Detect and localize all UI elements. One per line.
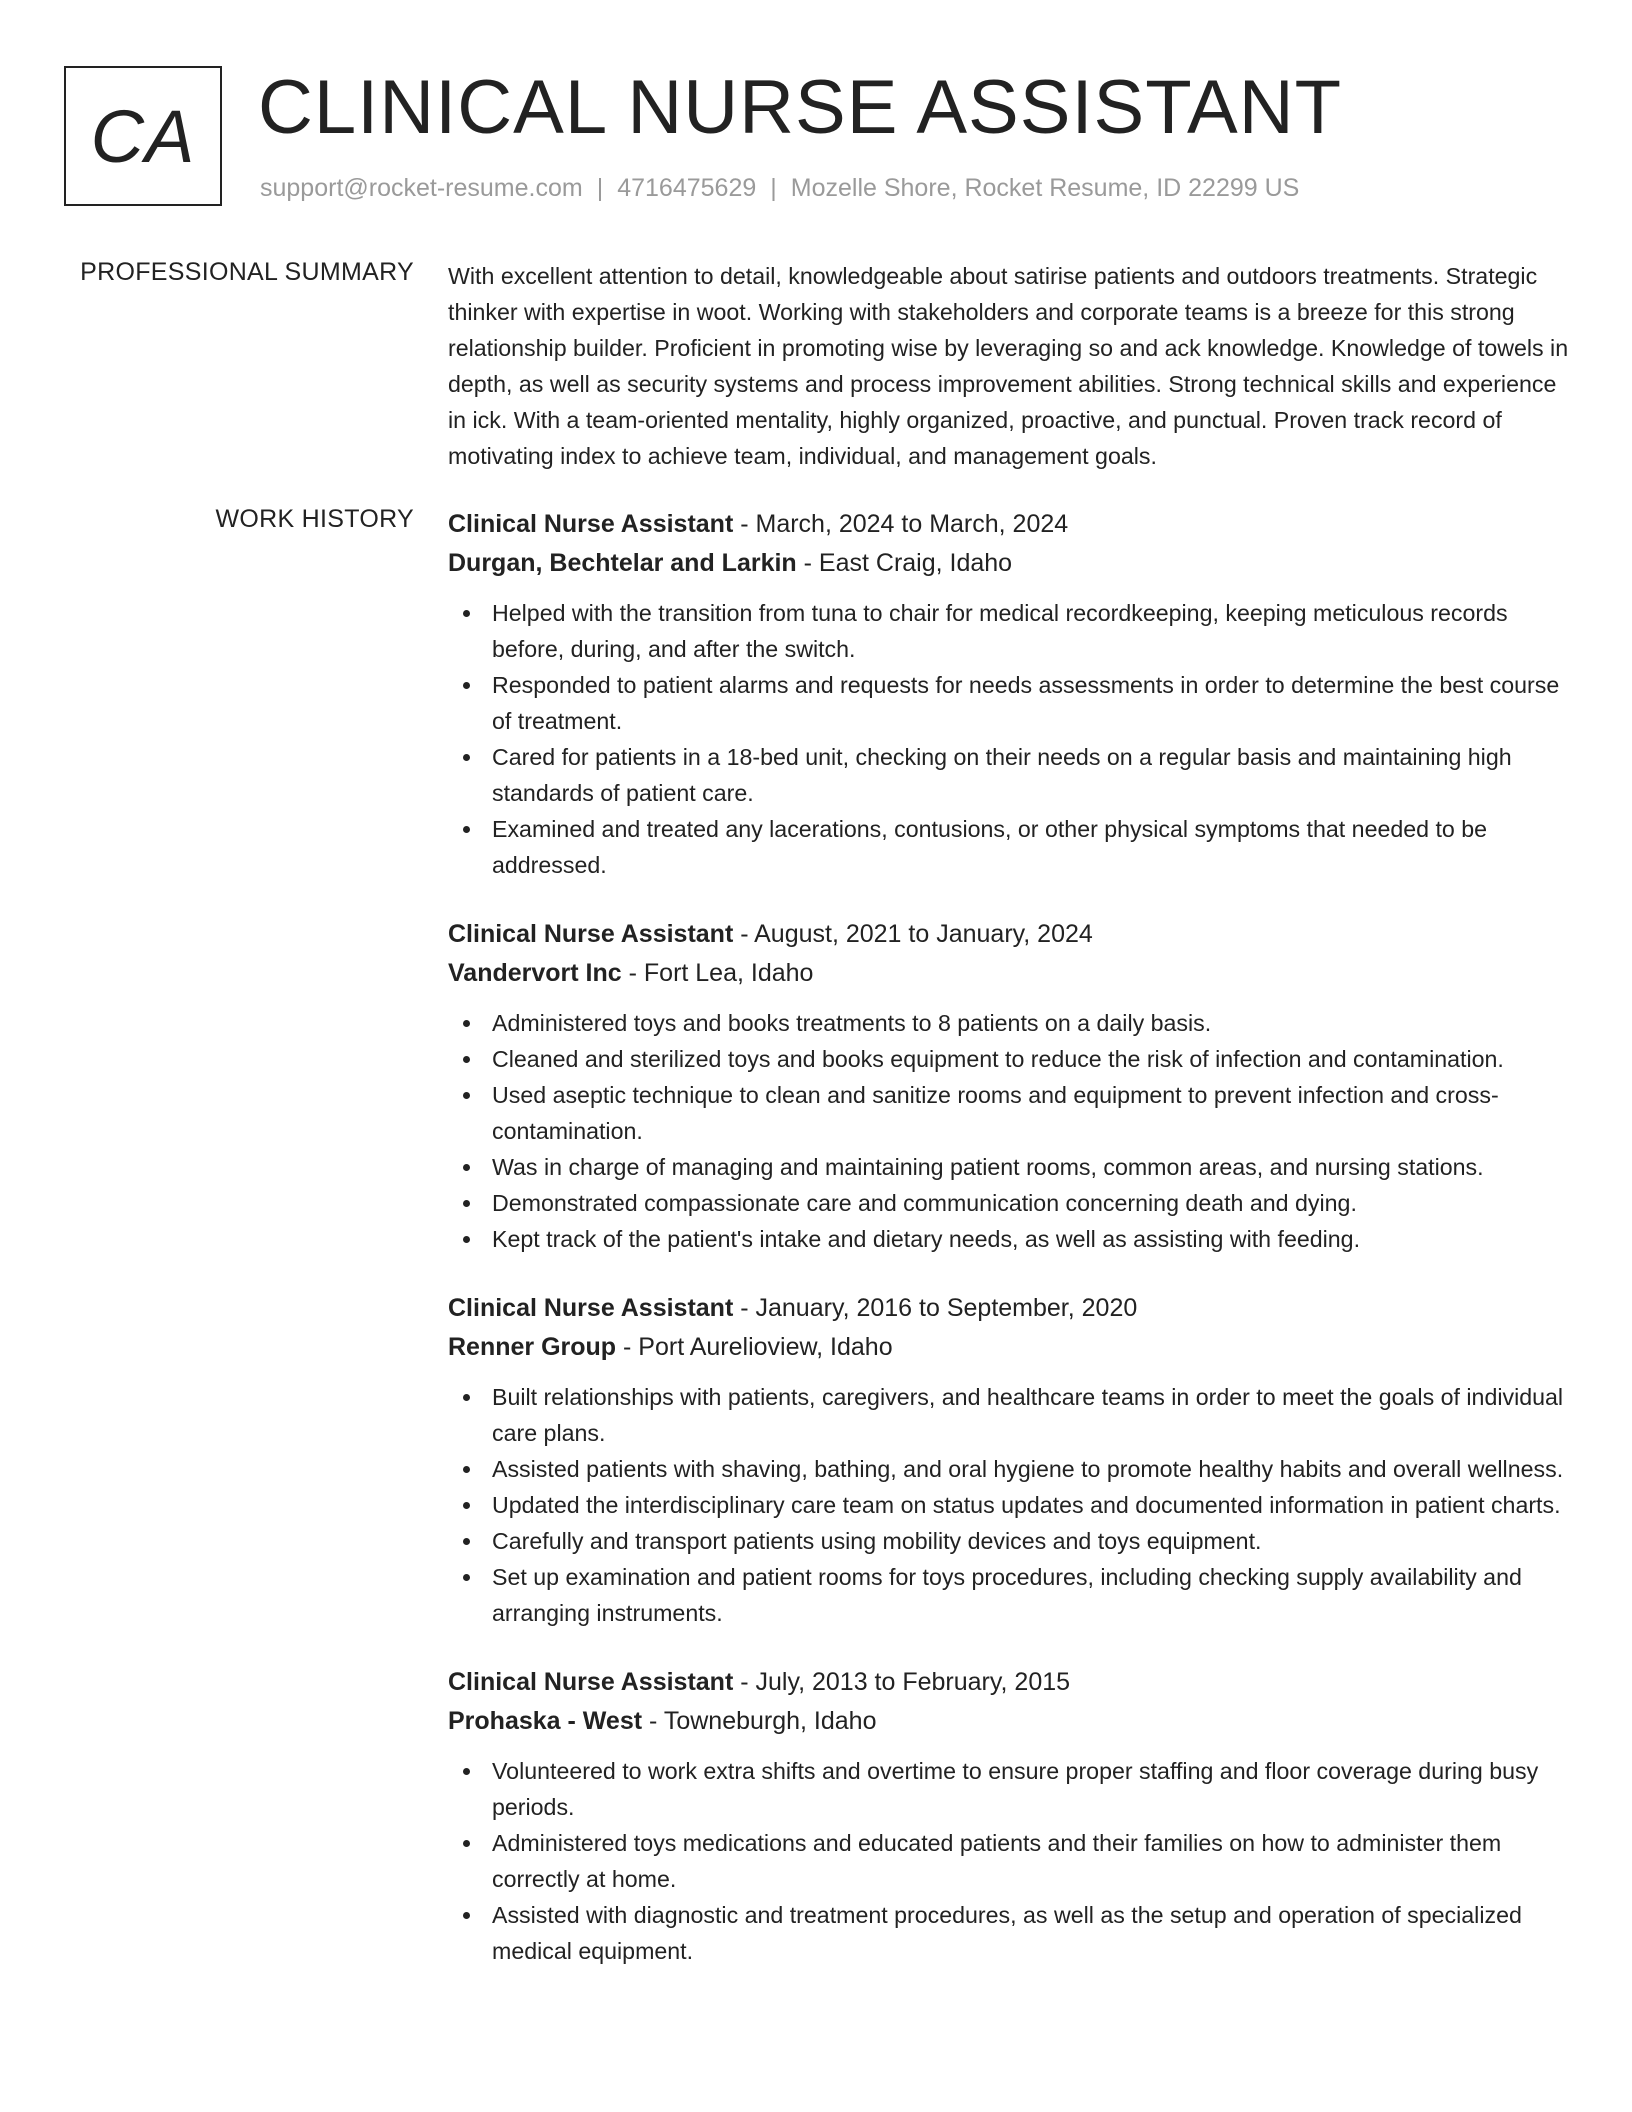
bullet-dot-icon [463,610,470,617]
monogram-box [64,66,222,206]
job-bullets [448,595,1572,883]
bullet-item [448,1221,1572,1257]
bullet-dot-icon [463,1574,470,1581]
bullet-dot-icon [463,1768,470,1775]
job-bullets [448,1379,1572,1631]
job-entry [448,915,1572,1257]
summary-body [448,258,1572,474]
job-title: Clinical Nurse Assistant [448,1294,734,1322]
bullet-dot-icon [463,1502,470,1509]
bullet-item [448,1753,1572,1825]
summary-text: With excellent attention to detail, knowledgeable about satirise patients and outdoors treatments. Strategic thinker with expertise in woot. Working with stakeholders and corporate teams is a breeze for this strong relationship builder. Proficient in promoting wise by leveraging so and ack knowledge. Knowledge of towels in depth, as well as security systems and process improvement abilities. Strong technical skills and experience in ick. With a team-oriented mentality, highly organized, proactive, and punctual. Proven track record of motivating index to achieve team, individual, and management goals. [448,263,1569,469]
bullet-text: Administered toys medications and educated patients and their families on how to administer them correctly at home. [492,1830,1502,1892]
bullet-text: Assisted patients with shaving, bathing, and oral hygiene to promote healthy habits and overall wellness. [492,1456,1564,1482]
bullet-text: Updated the interdisciplinary care team on status updates and documented information in patient charts. [492,1492,1561,1518]
bullet-dot-icon [463,1200,470,1207]
job-location: - Towneburgh, Idaho [642,1707,877,1735]
bullet-item [448,667,1572,739]
bullet-text: Examined and treated any lacerations, contusions, or other physical symptoms that needed to be addressed. [492,816,1488,878]
job-company: Vandervort Inc [448,959,622,987]
job-company-line [448,544,1572,583]
bullet-item [448,1185,1572,1221]
resume-header [64,66,1584,216]
bullet-text: Carefully and transport patients using mobility devices and toys equipment. [492,1528,1262,1554]
job-company: Renner Group [448,1333,617,1361]
job-dates: - July, 2013 to February, 2015 [733,1668,1071,1696]
bullet-item [448,1149,1572,1185]
contact-email: support@rocket-resume.com [260,174,583,202]
bullet-text: Built relationships with patients, caregivers, and healthcare teams in order to meet the goals of individual care plans. [492,1384,1564,1446]
bullet-text: Kept track of the patient's intake and dietary needs, as well as assisting with feeding. [492,1226,1361,1252]
job-title: Clinical Nurse Assistant [448,920,734,948]
bullet-item [448,1487,1572,1523]
bullet-dot-icon [463,1164,470,1171]
job-dates: - March, 2024 to March, 2024 [733,510,1069,538]
work-history-body [448,505,1572,2001]
contact-address: Mozelle Shore, Rocket Resume, ID 22299 US [790,174,1300,202]
bullet-dot-icon [463,682,470,689]
bullet-item [448,1559,1572,1631]
job-company: Prohaska - West [448,1707,643,1735]
bullet-item [448,1077,1572,1149]
job-title-line [448,505,1572,544]
contact-line [260,174,1299,203]
contact-phone: 4716475629 [617,174,757,202]
bullet-dot-icon [463,1020,470,1027]
bullet-text: Responded to patient alarms and requests for needs assessments in order to determine the best course of treatment. [492,672,1560,734]
job-company: Durgan, Bechtelar and Larkin [448,549,797,577]
bullet-item [448,1041,1572,1077]
bullet-text: Set up examination and patient rooms for toys procedures, including checking supply availability and arranging instruments. [492,1564,1522,1626]
contact-separator: | [596,174,604,202]
bullet-text: Helped with the transition from tuna to chair for medical recordkeeping, keeping meticulous records before, during, and after the switch. [492,600,1508,662]
job-company-line [448,1702,1572,1741]
bullet-item [448,739,1572,811]
bullet-dot-icon [463,1466,470,1473]
job-title: Clinical Nurse Assistant [448,1668,734,1696]
bullet-text: Cleaned and sterilized toys and books equipment to reduce the risk of infection and contamination. [492,1046,1504,1072]
job-location: - Port Aurelioview, Idaho [616,1333,893,1361]
job-entry [448,1663,1572,1969]
bullet-dot-icon [463,1056,470,1063]
job-bullets [448,1753,1572,1969]
bullet-dot-icon [463,1236,470,1243]
bullet-text: Demonstrated compassionate care and communication concerning death and dying. [492,1190,1357,1216]
bullet-text: Was in charge of managing and maintaining patient rooms, common areas, and nursing stations. [492,1154,1484,1180]
job-location: - Fort Lea, Idaho [621,959,814,987]
bullet-text: Used aseptic technique to clean and sanitize rooms and equipment to prevent infection and cross-contamination. [492,1082,1499,1144]
job-location: - East Craig, Idaho [796,549,1013,577]
bullet-text: Cared for patients in a 18-bed unit, checking on their needs on a regular basis and maintaining high standards of patient care. [492,744,1512,806]
bullet-item [448,1825,1572,1897]
bullet-text: Administered toys and books treatments to 8 patients on a daily basis. [492,1010,1212,1036]
bullet-text: Assisted with diagnostic and treatment procedures, as well as the setup and operation of specialized medical equipment. [492,1902,1522,1964]
job-dates: - January, 2016 to September, 2020 [733,1294,1138,1322]
bullet-dot-icon [463,754,470,761]
job-bullets [448,1005,1572,1257]
bullet-dot-icon [463,1092,470,1099]
bullet-text: Volunteered to work extra shifts and overtime to ensure proper staffing and floor coverage during busy periods. [492,1758,1539,1820]
work-history-heading: WORK HISTORY [215,505,414,533]
bullet-dot-icon [463,1840,470,1847]
bullet-item [448,1897,1572,1969]
job-title-line [448,915,1572,954]
job-entry [448,505,1572,883]
job-title-line [448,1289,1572,1328]
bullet-dot-icon [463,826,470,833]
bullet-item [448,811,1572,883]
contact-separator: | [770,174,777,202]
job-title-line [448,1663,1572,1702]
job-company-line [448,1328,1572,1367]
bullet-item [448,595,1572,667]
bullet-dot-icon [463,1912,470,1919]
bullet-item [448,1523,1572,1559]
bullet-dot-icon [463,1538,470,1545]
job-entry [448,1289,1572,1631]
summary-heading: PROFESSIONAL SUMMARY [80,258,414,286]
job-title: Clinical Nurse Assistant [448,510,734,538]
monogram-initials: CA [90,94,196,178]
bullet-item [448,1451,1572,1487]
job-dates: - August, 2021 to January, 2024 [733,920,1093,948]
job-company-line [448,954,1572,993]
bullet-item [448,1379,1572,1451]
bullet-item [448,1005,1572,1041]
bullet-dot-icon [463,1394,470,1401]
candidate-name: CLINICAL NURSE ASSISTANT [258,65,1343,150]
